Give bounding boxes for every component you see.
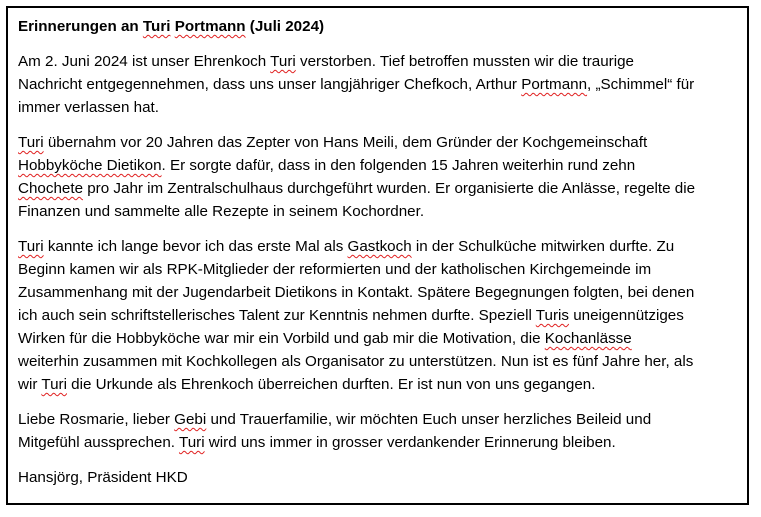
spellcheck-flagged-word: Chochete — [18, 180, 84, 197]
text-run: Finanzen und sammelte alle Rezepte in seinem Kochordner. — [18, 203, 425, 220]
text-run: weiterhin zusammen mit Kochkollegen als Organisator zu unterstützen. Nun ist es fünf Jahre her, als — [18, 353, 694, 370]
spellcheck-flagged-word: Turi — [18, 134, 44, 151]
spellcheck-flagged-word: Gebi — [174, 411, 207, 428]
spellcheck-flagged-word: Hobbyköche Dietikon — [18, 157, 162, 174]
text-line — [18, 373, 737, 396]
text-run: , „Schimmel“ für — [587, 76, 695, 93]
spellcheck-flagged-word: Portmann — [174, 18, 246, 35]
text-run: immer verlassen hat. — [18, 99, 159, 116]
text-line — [18, 96, 737, 119]
text-run: wir — [18, 376, 42, 393]
text-line — [18, 327, 737, 350]
text-run: . Er sorgte dafür, dass in den folgenden 15 Jahren weiterhin rund zehn — [161, 157, 636, 174]
text-run: Erinnerungen an — [18, 18, 143, 35]
document-frame — [6, 6, 749, 505]
text-line — [18, 350, 737, 373]
text-run: kannte ich lange bevor ich das erste Mal als — [43, 238, 348, 255]
document-title — [18, 17, 737, 37]
text-line — [18, 235, 737, 258]
spellcheck-flagged-word: Turi — [41, 376, 67, 393]
paragraph-1 — [18, 50, 737, 119]
text-run: Mitgefühl aussprechen. — [18, 434, 179, 451]
paragraph-4 — [18, 408, 737, 454]
text-line — [18, 73, 737, 96]
text-line — [18, 154, 737, 177]
text-run: (Juli 2024) — [245, 18, 325, 35]
text-run: Wirken für die Hobbyköche war mir ein Vorbild und gab mir die Motivation, die — [18, 330, 545, 347]
text-line — [18, 50, 737, 73]
text-run: Nachricht entgegennehmen, dass uns unser langjähriger Chefkoch, Arthur — [18, 76, 522, 93]
text-line — [18, 131, 737, 154]
text-line — [18, 281, 737, 304]
spellcheck-flagged-word: Turis — [535, 307, 569, 324]
text-line — [18, 200, 737, 223]
text-run: verstorben. Tief betroffen mussten wir die traurige — [295, 53, 634, 70]
text-run: übernahm vor 20 Jahren das Zepter von Hans Meili, dem Gründer der Kochgemeinschaft — [43, 134, 648, 151]
paragraph-3 — [18, 235, 737, 396]
spellcheck-flagged-word: Turi — [270, 53, 296, 70]
spellcheck-flagged-word: Portmann — [521, 76, 588, 93]
text-run: ich auch sein schriftstellerisches Talent zur Kenntnis nehmen durfte. Speziell — [18, 307, 536, 324]
text-run: Am 2. Juni 2024 ist unser Ehrenkoch — [18, 53, 271, 70]
spellcheck-flagged-word: Turi — [142, 18, 171, 35]
text-line — [18, 408, 737, 431]
spellcheck-flagged-word: Turi — [178, 434, 205, 451]
text-run: Liebe Rosmarie, lieber — [18, 411, 175, 428]
text-run: pro Jahr im Zentralschulhaus durchgeführt wurden. Er organisierte die Anlässe, regelte die — [83, 180, 696, 197]
spellcheck-flagged-word: Gastkoch — [347, 238, 412, 255]
text-run: uneigennütziges — [568, 307, 684, 324]
text-run: wird uns immer in grosser verdankender Erinnerung bleiben. — [204, 434, 616, 451]
signature: Hansjörg, Präsident HKD — [18, 469, 188, 486]
text-line — [18, 431, 737, 454]
text-run: Zusammenhang mit der Jugendarbeit Dietikons in Kontakt. Spätere Begegnungen folgten, bei denen — [18, 284, 695, 301]
text-run: in der Schulküche mitwirken durfte. Zu — [411, 238, 675, 255]
document-body — [18, 50, 737, 454]
spellcheck-flagged-word: Turi — [18, 238, 44, 255]
text-run: Beginn kamen wir als RPK-Mitglieder der reformierten und der katholischen Kirchgemeinde im — [18, 261, 652, 278]
text-run: die Urkunde als Ehrenkoch überreichen durften. Er ist nun von uns gegangen. — [66, 376, 596, 393]
text-run: und Trauerfamilie, wir möchten Euch unser herzliches Beileid und — [206, 411, 652, 428]
text-line — [18, 177, 737, 200]
text-line — [18, 258, 737, 281]
text-line — [18, 304, 737, 327]
paragraph-2 — [18, 131, 737, 223]
spellcheck-flagged-word: Kochanlässe — [544, 330, 632, 347]
